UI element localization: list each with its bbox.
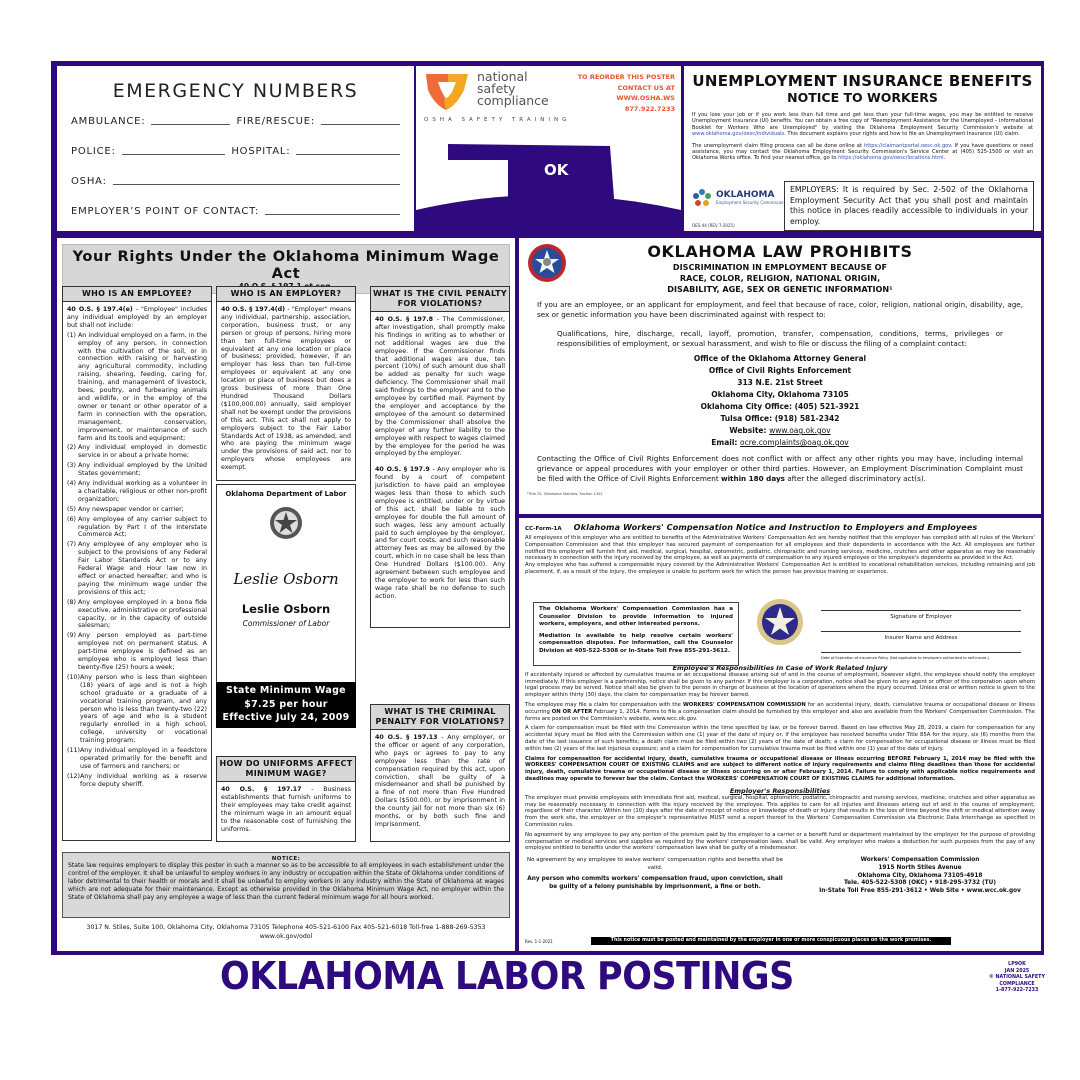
employee-resp-paragraph	[525, 702, 1035, 722]
deadline-text: within 180 days	[720, 473, 785, 483]
fraud-notice: Any person who commits workers' compensation fraud, upon conviction, shall be guilty of a felony punishable by imprisonment, a fine or both.	[527, 876, 783, 890]
item-number: (8)	[67, 598, 76, 606]
uniforms-heading: HOW DO UNIFORMS AFFECT MINIMUM WAGE?	[217, 757, 355, 782]
wcc-street: 1915 North Stiles Avenue	[878, 864, 962, 871]
list-item	[67, 674, 207, 745]
law-subtitle: DISABILITY, AGE, SEX OR GENETIC INFORMATION¹	[667, 284, 893, 294]
text: - Business establishments that furnish uniforms to their employees may take credit against the minimum wage in an amount equal to the reasonable cost of furnishing the uniforms.	[221, 786, 351, 833]
list-item	[67, 480, 207, 504]
item-number: (5)	[67, 505, 76, 513]
wcc-city: Oklahoma City, Oklahoma 73105-4918	[857, 872, 983, 879]
citation: 40 O.S. § 197.9	[375, 466, 430, 474]
criminal-penalty-body	[371, 730, 509, 833]
law-subtitle: RACE, COLOR, RELIGION, NATIONAL ORIGIN,	[679, 273, 881, 283]
brand-line: compliance	[477, 93, 549, 108]
list-item	[67, 444, 207, 460]
office-division: Office of Civil Rights Enforcement	[708, 366, 852, 375]
list-item	[67, 506, 207, 514]
nsc-brand-name	[477, 71, 549, 107]
wcc-contact	[805, 857, 1035, 896]
posting-requirement-bar: This notice must be posted and maintained by the employer in one or more conspicuous places on the work premises.	[591, 937, 951, 945]
list-item	[67, 632, 207, 672]
list-item	[67, 747, 207, 771]
insurer-name-line[interactable]: Insurer Name and Address	[821, 631, 1021, 641]
law-paragraph-2: Qualifications, hire, discharge, recall, layoff, promotion, transfer, compensation, conditions, terms, privileges or responsibilities of employment, or sexual harassment, and wish to file or discuss the filing of a complaint contact:	[557, 329, 1003, 348]
wcc-name: Workers' Compensation Commission	[860, 857, 980, 864]
hospital-field[interactable]	[296, 154, 400, 155]
wage-effective-date: Effective July 24, 2009	[222, 712, 350, 723]
waive-notice: No agreement by any employee to waive workers' compensation rights and benefits shall be valid.	[527, 857, 783, 871]
text: . This document explains your rights and how to file an Unemployment Insurance (UI) claim.	[784, 131, 1020, 138]
text: - Any employer, or the officer or agent of any corporation, who pays or agrees to pay to any employee less than the rate of compensation required by this act, upon conviction, shall be guilty of a misdemeanor and shall be punished by a fine of not more than Five Hundred Dollars ($500.00), or by imprisonment in the county jail for not more than six (6) months, or by both such fine and imprisonment.	[375, 734, 506, 828]
wc-legal-notes	[525, 857, 785, 896]
citation: 40 O.S. § 197.4(d)	[221, 306, 286, 313]
employer-resp-paragraph: No agreement by any employee to pay any portion of the premium paid by the employer to a carrier or a benefit fund or department maintained by the employer for the purpose of providing compensation or medical services and supplies as required by the workers' compensation laws, shall be valid. Any employer who makes a deduction for such purposes from the pay of any employee entitled to benefits under the workers' compensation laws shall be guilty of a misdemeanor.	[525, 831, 1035, 852]
office-city: Oklahoma City, Oklahoma 73105	[711, 390, 849, 399]
text: - "Employer" means any individual, partnership, association, corporation, business trust, or any person or group of persons, hiring more than ten full-time employees or equivalent at any one location or place of business; provided, however, if an employer has less than ten full-time employees or equivalent at any one location or place of business but does a gross business of more than One Hundred Thousand Dollars ($100,000.00) annually, said employer shall not be exempt under the provisions of this act. This act shall not apply to employers subject to the Fair Labor Standards Act of 1938, as amended, and who are paying the minimum wage under the provisions of said act, nor to employers whose employees are exempt.	[221, 306, 351, 472]
civil-penalty-body	[371, 312, 509, 605]
oag-website-link[interactable]: www.oag.ok.gov	[769, 426, 831, 435]
reorder-info	[578, 72, 675, 114]
civil-penalty-column	[370, 286, 510, 628]
item-text: Any employee of any employer who is subject to the provisions of any Federal Fair Labor Standards Act or to any Federal Wage and Hour law now in effect or enacted hereafter; and who is paying the minimum wage under the provisions of this act;	[78, 541, 207, 596]
poster-title: OKLAHOMA LABOR POSTINGS	[220, 954, 794, 998]
website-row	[537, 425, 1023, 437]
law-subtitle: DISCRIMINATION IN EMPLOYMENT BECAUSE OF	[672, 262, 888, 272]
list-item	[67, 599, 207, 631]
text: Contacting the Office of Civil Rights Enforcement does not conflict with or affect any other rights you may have, including internal grievance or appeal procedures with your employer or other third parties. However, an Employment Discrimination Complaint must be filed with the Office of Civil Rights Enforcement	[537, 454, 1023, 483]
department-of-labor-block	[216, 484, 356, 684]
okc-phone: Oklahoma City Office: (405) 521-3921	[700, 402, 860, 411]
law-title: OKLAHOMA LAW PROHIBITS	[647, 242, 913, 261]
oesc-logo-word: OKLAHOMA	[716, 190, 775, 200]
list-item	[67, 516, 207, 540]
ui-title: UNEMPLOYMENT INSURANCE BENEFITS	[692, 72, 1033, 90]
brand-line: national	[477, 69, 528, 84]
item-number: (7)	[67, 541, 76, 549]
item-text: Any individual employed in a feedstore operated primarily for the benefit and use of farmers and ranchers; or	[80, 747, 207, 770]
code-line: LP9OK	[1008, 962, 1026, 967]
uniforms-column	[216, 756, 356, 842]
oklahoma-state-map-icon	[416, 140, 681, 231]
claimant-portal-link[interactable]: https://claimantportal.oesc.ok.gov	[864, 142, 951, 149]
employee-resp-paragraph: A claim for compensation must be filed with the Commission within the time specified by law, or be forever barred. Based on law effective May 28, 2019, a claim for compensation for any accidental injury must be filed with the Commission within one (1) year of the date of injury or, if the employee has received benefits under Title 85A for the injury, six (6) months from the date of the last issuance of such benefits; a death claim must be filed within two (2) years of the date of death; a claim for compensation for occupational disease or illness must be filed within two (2) years of the last injurious exposure; and a claim for compensation for cumulative trauma must be filed within one (1) year of the date of injury.	[525, 725, 1035, 752]
law-paragraph-1: If you are an employee, or an applicant for employment, and feel that because of race, color, religion, national origin, disability, age, sex or genetic information you have been discriminated against with respect to:	[537, 300, 1023, 319]
item-text: Any employee employed in a bona fide executive, administrative or professional capacity, or in the capacity of outside salesman;	[78, 598, 207, 630]
poster-code	[980, 962, 1054, 995]
text: If you lose your job or if you work less than full time and get less than your full-time wages, you may be entitled to receive Unemployment Insurance (UI) benefits. You can obtain a free copy of "Reemployment Assistance for the Unemployed – Informational Booklet for Workers Who are Unemployed" by visiting the Oklahoma Employment Security Commission's website at	[692, 112, 1033, 131]
oesc-logo-sub: Employment Security Commission	[716, 200, 785, 205]
section-197-8	[375, 316, 505, 458]
list-item	[67, 332, 207, 443]
criminal-penalty-column	[370, 704, 510, 842]
text: .	[943, 155, 946, 162]
brand-line: safety	[477, 81, 516, 96]
email-label: Email:	[711, 438, 741, 447]
text: . If you have questions or need assistance, you may contact the Oklahoma Employment Security Commission's Service Center at (405) 525-1500 or visit an Oklahoma Works office. To find your nearest office, go to	[692, 142, 1033, 162]
nsc-branding-panel	[416, 66, 681, 231]
text: The unemployment claim filing process can all be done online at	[692, 142, 865, 149]
state-abbreviation: OK	[544, 161, 569, 179]
item-text: Any person who is less than eighteen (18) years of age and is not a high school graduate or a graduate of a vocational training program, and any person who is less than twenty-two (22) years of age and who is a student regularly enrolled in a high school, college, university or vocational training program;	[80, 673, 207, 745]
employee-resp-paragraph: Claims for compensation for accidental injury, death, cumulative trauma or occupational disease or illness occurring BEFORE February 1, 2014 may be filed with the WORKERS' COMPENSATION COURT OF EXISTING CLAIMS and are subject to different notice of injury requirements and claims filing deadlines than those for accidental injury, death, cumulative trauma or occupational disease or illness occurring on or after February 1, 2014. Failure to comply with applicable notice requirements and deadlines may operate to forever bar the claim. Contact the WORKERS' COMPENSATION COURT OF EXISTING CLAIMS for additional information.	[525, 755, 1035, 782]
text: after the alleged discriminatory act(s).	[784, 473, 926, 483]
ui-subtitle: NOTICE TO WORKERS	[787, 90, 938, 105]
code-line: JAN 2025	[1004, 968, 1030, 974]
item-text: Any individual working as a reserve force deputy sheriff.	[80, 772, 207, 788]
tulsa-phone: Tulsa Office: (918) 581-2342	[720, 414, 840, 423]
wcc-toll-free-web: In-State Toll Free 855-291-3612 • Web Site • www.wcc.ok.gov	[819, 887, 1021, 894]
item-text: Any employee of any carrier subject to regulation by Part I of the Interstate Commerce Act;	[78, 515, 207, 539]
wc-lower-section	[525, 857, 1035, 896]
emergency-numbers-panel	[57, 66, 414, 231]
item-number: (9)	[67, 632, 76, 640]
law-prohibits-panel	[519, 238, 1041, 514]
employer-definition-column	[216, 286, 356, 481]
text: The employee may file a claim for compensation with the	[525, 701, 683, 708]
ui-paragraph-2	[692, 143, 1033, 162]
dol-website-link[interactable]: www.ok.gov/odol	[259, 932, 313, 940]
employer-heading: WHO IS AN EMPLOYER?	[217, 287, 355, 302]
code-line: 1-877-922-7233	[995, 988, 1039, 993]
commissioner-title: Commissioner of Labor	[242, 619, 330, 628]
item-number: (1)	[67, 331, 76, 339]
website-label: Website:	[729, 426, 770, 435]
emergency-title: EMERGENCY NUMBERS	[112, 80, 359, 102]
minimum-wage-panel	[57, 238, 515, 951]
wc-header	[525, 522, 1035, 532]
employee-intro	[67, 306, 207, 330]
nsc-shield-logo-icon	[424, 72, 470, 112]
police-label: POLICE:	[71, 146, 116, 157]
osha-label: OSHA:	[71, 176, 107, 187]
ui-revision: OES-44 (REV 7-2025)	[692, 223, 735, 228]
employer-body	[217, 302, 355, 476]
employee-resp-paragraph: If accidentally injured or affected by cumulative trauma or an occupational disease arising out of and in the course of employment, however slight, the employee should notify the employer immediately. If this employer is a partnership, notice shall be given to any partner. If this employer is a corporation, notice shall be given to any agent or officer of the corporation upon whom legal process may be served. Notice shall also be given to the person in charge of business at the location of operations where the injury occurred. Unless oral or written notice is given to the employer within thirty (30) days, the claim for compensation may be forever barred.	[525, 671, 1035, 699]
wc-paragraph-1: All employees of this employer who are entitled to benefits of the Administrative Workers' Compensation Act are hereby notified that this employer has complied with all rules of the Workers' Compensation Commission and that this employer has secured payment of compensation for all employees and their dependents in accordance with the Act. All employees are further notified this employer will furnish first aid, medical, surgical, hospital, optometric, podiatric, chiropractic and nursing services, medicine, crutches and other apparatus as may be reasonably necessary in connection with the injury received by the employee, as well as payments of compensation to any injured employee or the employee's dependents as provided in the Act.	[525, 535, 1035, 562]
unemployment-insurance-panel	[684, 66, 1041, 231]
oesc-logo	[692, 188, 785, 208]
item-text: Any individual employed by the United States government;	[78, 462, 207, 478]
office-street: 313 N.E. 21st Street	[737, 378, 823, 387]
employers-requirement-box: EMPLOYERS: It is required by Sec. 2-502 of the Oklahoma Employment Security Act that you shall post and maintain this notice in places readily accessible to individuals in your employ.	[784, 181, 1034, 231]
wcc-seal-icon	[756, 598, 804, 646]
item-number: (10)	[67, 673, 80, 681]
reorder-line: CONTACT US AT	[617, 83, 675, 92]
state-minimum-wage-box	[216, 682, 356, 728]
mediation-text: Mediation is available to help resolve certain workers' compensation disputes. For information, call the Counselor Division at 405-522-5308 or In-State Toll Free 855-291-3612.	[539, 632, 733, 654]
oesc-star-logo-icon	[692, 188, 712, 208]
employee-definition-column	[62, 286, 212, 841]
ambulance-label: AMBULANCE:	[71, 116, 146, 127]
item-number: (2)	[67, 444, 76, 452]
text: for an accidental injury, death, cumulative trauma or occupational disease or illness occurring	[525, 701, 1035, 715]
attorney-general-seal-icon	[527, 243, 567, 283]
oesc-individuals-link[interactable]: www.oklahoma.gov/oesc/individuals	[692, 131, 785, 138]
citation: 40 O.S. § 197.4(e)	[67, 306, 133, 313]
wage-amount: $7.25 per hour	[244, 698, 328, 710]
code-line: COMPLIANCE	[999, 981, 1035, 987]
notice-body: State law requires employers to display this poster in such a manner so as to be accessible to all employees in each establishment under the control of the employer. It shall be unlawful to employ workers in any industry or occupation within the State of Oklahoma under conditions of labor detrimental to their health or morals and it shall be unlawful to employ workers in any industry within the State of Oklahoma at wages which are not adequate for their maintenance. Except as otherwise provided in the Oklahoma Minimum Wage Act, no employer within the State of Oklahoma shall pay any employee a wage of less than the current federal minimum wage for all hours worked.	[68, 862, 504, 902]
email-row	[537, 437, 1023, 449]
osha-field[interactable]	[113, 184, 400, 185]
citation: 40 O.S. § 197.13	[375, 734, 438, 741]
ui-paragraph-1	[692, 112, 1033, 138]
item-text: An individual employed on a farm, in the employ of any person, in connection with the cultivation of the soil, or in connection with raising or harvesting any agricultural commodity, including raising, shearing, feeding, caring for, training, and management of livestock, bees, poultry, and furbearing animals and wildlife, or in the employ of the owner or tenant or other operator of a farm in connection with the operation, management, conservation, improvement, or maintenance of such farm and its tools and equipment;	[78, 331, 207, 442]
list-item	[67, 541, 207, 596]
posting-notice-box	[62, 852, 510, 918]
employee-responsibilities-heading: Employee's Responsibilities In Case of Work Related Injury	[672, 663, 888, 672]
fire-rescue-field[interactable]	[321, 124, 400, 125]
oesc-locations-link[interactable]: https://oklahoma.gov/oesc/locations.html	[838, 155, 944, 162]
employer-contact-label: EMPLOYER’S POINT OF CONTACT:	[71, 206, 260, 217]
item-text: Any person employed as part-time employee not on permanent status. A part-time employee is defined as an employee who is employed less than twenty-five (25) hours a week;	[78, 632, 207, 671]
law-paragraph-3	[537, 454, 1023, 483]
text: - "Employee" includes any individual employed by an employer but shall not include:	[67, 306, 207, 329]
text: - Any employer who is found by a court of competent jurisdiction to have paid an employee wages less than those to which such employee is entitled, under or by virtue of this act, shall be liable to such employee for double the full amount of such wages, less any amount actually paid to such employee by the employer, and for court costs, and such reasonable attorney fees as may be allowed by the court, which in no case shall be less than One Hundred Dollars ($100.00). Any agreement between such employee and the employer to work for less than such wage rate shall be no defense to such action.	[375, 466, 505, 600]
item-text: Any individual working as a volunteer in a charitable, religious or other non-profit organization;	[78, 480, 207, 503]
item-text: Any individual employed in domestic service in or about a private home;	[78, 444, 207, 460]
wc-title: Oklahoma Workers' Compensation Notice and Instruction to Employers and Employees	[573, 522, 978, 532]
fire-rescue-label: FIRE/RESCUE:	[236, 116, 315, 127]
hospital-label: HOSPITAL:	[231, 146, 291, 157]
office-name: Office of the Oklahoma Attorney General	[693, 354, 867, 363]
text: - The Commissioner, after investigation, shall promptly make his findings in writing as to whether or not additional wages are due the employee. If the Commissioner finds that additional wages are due, ten percent (10%) of such amount due shall be added as penalty for such wage deficiency. The Commissioner shall mail said findings to the employer and to the employee by certified mail. Payment by the employer and acceptance by the employee of the amount so determined by the Commissioner shall absolve the employer of any further liability to the employee with respect to wages claimed by the employee for the period he was employed by the employer.	[375, 316, 505, 458]
wage-label: State Minimum Wage	[226, 685, 346, 696]
item-number: (3)	[67, 462, 76, 470]
ambulance-field[interactable]	[151, 124, 230, 125]
employee-heading: WHO IS AN EMPLOYEE?	[63, 287, 211, 302]
nsc-tagline: OSHA SAFETY TRAINING	[424, 117, 571, 123]
civil-penalty-heading: WHAT IS THE CIVIL PENALTY FOR VIOLATIONS?	[371, 287, 509, 312]
employee-body	[63, 302, 211, 793]
list-item	[67, 773, 207, 789]
text: February 1, 2014. Forms to file a compensation claim should be furnished by this employer and also are available from the Workers' Compensation Commission. The forms are posted on the Commission's website, www.wcc.ok.gov.	[525, 708, 1035, 722]
commissioner-signature: Leslie Osborn	[233, 570, 339, 588]
employer-responsibilities-heading: Employer's Responsibilities	[729, 786, 831, 795]
list-item	[67, 462, 207, 478]
dol-address: 3017 N. Stiles, Suite 100, Oklahoma City, Oklahoma 73105 Telephone 405-521-6100 Fax 405-521-6018 Toll-free 1-888-269-5353	[86, 924, 486, 931]
dol-contact-footer	[62, 924, 510, 941]
employer-signature-area	[821, 610, 1021, 671]
counselor-division-box	[533, 602, 739, 666]
item-number: (4)	[67, 480, 76, 488]
civil-rights-contact	[537, 353, 1023, 449]
minimum-wage-title: Your Rights Under the Oklahoma Minimum Wage Act	[72, 248, 500, 282]
wcc-phone: Tele. 405-522-5308 (OKC) • 918-295-3732 (TU)	[844, 880, 996, 887]
workers-comp-panel	[519, 518, 1041, 951]
commissioner-name: Leslie Osborn	[241, 602, 331, 616]
notice-heading: NOTICE:	[271, 856, 301, 862]
text: WORKERS' COMPENSATION COMMISSION	[682, 701, 806, 708]
reorder-website-link[interactable]: WWW.OSHA.WS	[616, 94, 675, 102]
item-number: (11)	[67, 747, 80, 755]
section-197-9	[375, 466, 505, 600]
dol-org-name: Oklahoma Department of Labor	[225, 490, 347, 498]
item-number: (6)	[67, 515, 76, 523]
law-footnote: ¹Title 25, Oklahoma Statutes, Section 1302	[527, 492, 603, 496]
wc-paragraph-2: Any employee who has suffered a compensable injury covered by the Administrative Workers' Compensation Act is entitled to vocational rehabilitation services, including retraining and job placement, if, as a result of the injury, the employee is unable to perform work for which the person has previous training or experience.	[525, 562, 1035, 575]
employer-contact-field[interactable]	[265, 214, 400, 215]
employer-resp-paragraph: The employer must provide employees with immediate first aid, medical, surgical, hospital, optometric, podiatric, chiropractic and nursing services, medicine, crutches and other apparatus as may be reasonably necessary in connection with the injury received by the employee. This applies to care for all injuries and illnesses arising out of and in the course of employment, regardless of their character. Within ten (10) days after the date of receipt of notice or knowledge of death or injury that results in the loss of time beyond the shift or medical attention away from the work site, the employer or the employer's representative MUST send a report thereof to the Workers' Compensation Commission via Electronic Data Interchange as specified in Commission rules.	[525, 794, 1035, 828]
ocre-email-link[interactable]: ocre.complaints@oag.ok.gov	[740, 438, 849, 447]
reorder-line: TO REORDER THIS POSTER	[577, 73, 675, 81]
citation: 40 O.S. § 197.8	[375, 316, 434, 323]
oklahoma-state-seal-icon	[269, 506, 303, 540]
reorder-phone: 877.922.7233	[624, 104, 675, 113]
police-field[interactable]	[122, 154, 226, 155]
wc-revision: Rev. 1-1-2021	[525, 939, 553, 944]
code-line: © NATIONAL SAFETY	[989, 975, 1045, 980]
counselor-text: The Oklahoma Workers' Compensation Commission has a Counselor Division to provide information to injured workers, employers, and other interested persons.	[539, 606, 733, 627]
uniforms-body	[217, 782, 355, 837]
item-number: (12)	[67, 772, 80, 780]
policy-expiration-line[interactable]: Date of Expiration of Insurance Policy (Not applicable to employers authorized to self-insure.)	[821, 652, 1021, 660]
text: ON OR AFTER	[551, 708, 593, 715]
employer-signature-line[interactable]: Signature of Employer	[821, 610, 1021, 620]
citation: 40 O.S. § 197.17	[221, 786, 302, 793]
wc-form-number: CC-Form-1A	[525, 526, 562, 532]
employee-exclusion-list	[67, 332, 207, 789]
item-text: Any newspaper vendor or carrier;	[78, 505, 184, 513]
criminal-penalty-heading: WHAT IS THE CRIMINAL PENALTY FOR VIOLATIONS?	[371, 705, 509, 730]
